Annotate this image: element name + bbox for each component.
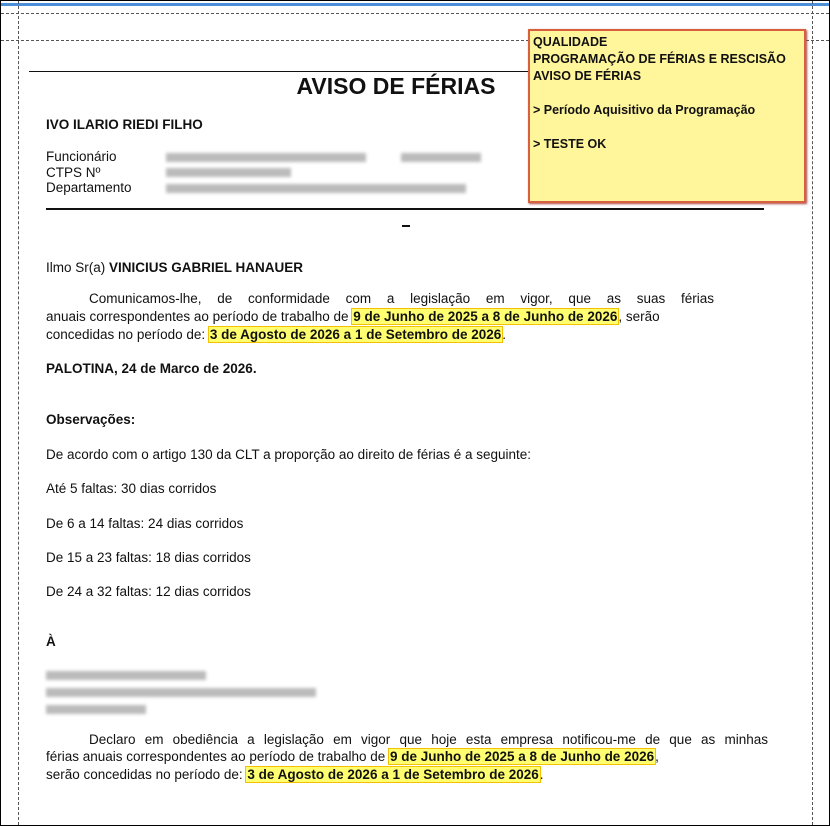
text: serão concedidas no período de:: [46, 767, 243, 782]
vacation-period-highlight: 3 de Agosto de 2026 a 1 de Setembro de 2026: [209, 327, 502, 342]
text: férias anuais correspondentes ao período de trabalho de: [46, 749, 386, 764]
section-rule: [46, 208, 764, 210]
note-line: QUALIDADE: [533, 35, 608, 49]
redacted-address-line: [46, 688, 316, 697]
paragraph2-line2: [46, 749, 659, 764]
rule-item: Até 5 faltas: 30 dias corridos: [46, 481, 217, 496]
margin-guide-top: [1, 13, 829, 14]
text: ,: [655, 749, 659, 764]
paragraph1-line2: [46, 309, 660, 324]
window-top-border: [1, 3, 829, 6]
field-label-ctps: CTPS Nº: [46, 164, 101, 180]
document-title: AVISO DE FÉRIAS: [296, 73, 496, 99]
note-line: > Período Aquisitivo da Programação: [533, 103, 756, 117]
rule-item: De 24 a 32 faltas: 12 dias corridos: [46, 584, 251, 599]
employee-name: VINICIUS GABRIEL HANAUER: [109, 260, 304, 275]
employee-fields: [46, 149, 132, 196]
paragraph1-line3: [46, 327, 506, 342]
observations-title: Observações:: [46, 412, 136, 427]
text: .: [502, 327, 507, 342]
redacted-ctps: [166, 168, 291, 177]
acquisition-period-highlight: 9 de Junho de 2025 a 8 de Junho de 2026: [390, 749, 655, 764]
field-label-departamento: Departamento: [46, 180, 132, 195]
paragraph1-line1: Comunicamos-lhe, de conformidade com a legislação em vigor, que as suas férias: [89, 291, 714, 306]
redacted-registration: [401, 153, 481, 162]
note-line: AVISO DE FÉRIAS: [533, 69, 642, 83]
salutation-prefix: Ilmo Sr(a): [46, 260, 106, 275]
salutation: [46, 260, 303, 275]
redacted-address-line: [46, 671, 206, 680]
place-date: PALOTINA, 24 de Marco de 2026.: [46, 361, 257, 376]
note-line: > TESTE OK: [533, 137, 607, 151]
text: .: [539, 767, 544, 782]
header-rule: [29, 71, 529, 72]
redacted-address-line: [46, 705, 146, 714]
text: , serão: [618, 309, 660, 324]
margin-guide-right: [812, 1, 813, 825]
vacation-period-highlight: 3 de Agosto de 2026 a 1 de Setembro de 2026: [247, 767, 539, 782]
rule-item: De 15 a 23 faltas: 18 dias corridos: [46, 550, 251, 565]
to-label: À: [46, 634, 56, 649]
observations-intro: De acordo com o artigo 130 da CLT a proporção ao direito de férias é a seguinte:: [46, 447, 532, 462]
paragraph2-line1: Declaro em obediência a legislação em vigor que hoje esta empresa notificou-me de que as minhas: [89, 732, 768, 747]
paragraph2-line3: [46, 767, 544, 782]
rule-item: De 6 a 14 faltas: 24 dias corridos: [46, 516, 244, 531]
note-line: PROGRAMAÇÃO DE FÉRIAS E RESCISÃO: [533, 52, 786, 66]
page-mark: [402, 225, 410, 227]
redacted-employee: [166, 153, 366, 162]
field-label-funcionario: Funcionário: [46, 149, 117, 164]
text: anuais correspondentes ao período de trabalho de: [46, 309, 349, 324]
sticky-note[interactable]: [528, 29, 806, 203]
margin-guide-left: [18, 1, 19, 825]
text: concedidas no período de:: [46, 327, 206, 342]
acquisition-period-highlight: 9 de Junho de 2025 a 8 de Junho de 2026: [353, 309, 618, 324]
redacted-department: [166, 184, 466, 193]
company-name: IVO ILARIO RIEDI FILHO: [46, 117, 203, 132]
